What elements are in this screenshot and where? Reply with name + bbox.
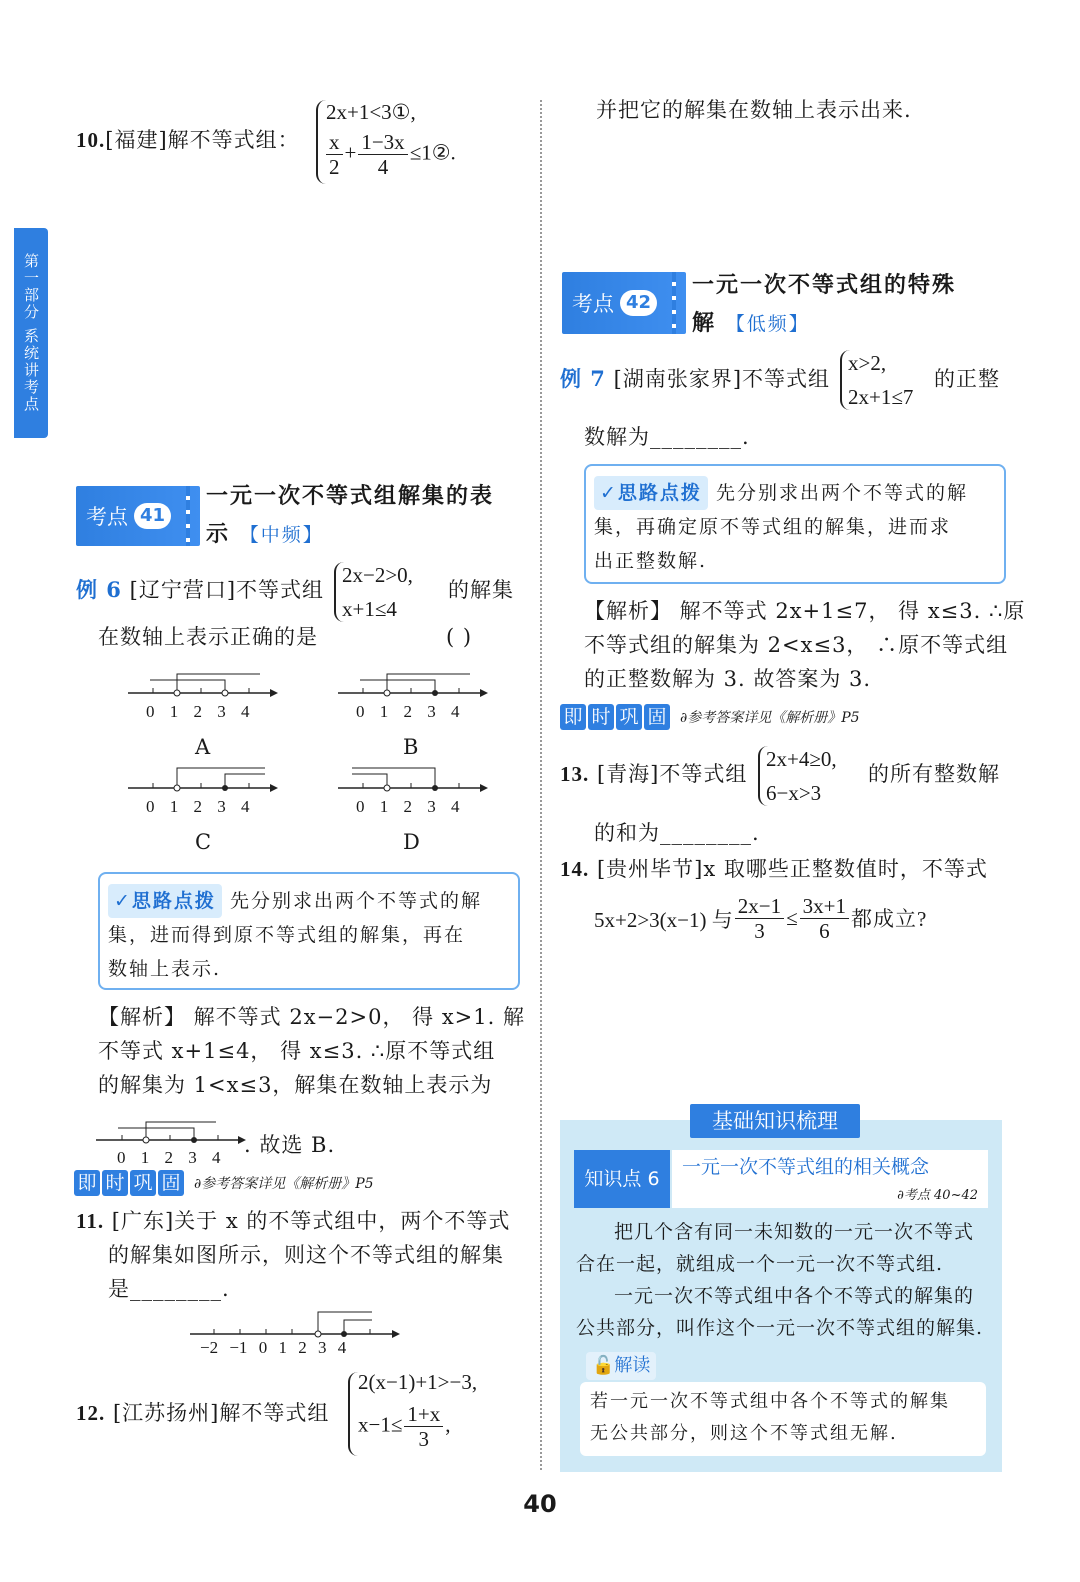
column-divider — [540, 100, 542, 1470]
kaodian-41-badge: 考点 41 — [76, 486, 200, 546]
zhishidian-badge: 知识点 6 — [574, 1150, 670, 1208]
jsg-label-1: 即 时 巩 固 — [74, 1170, 184, 1196]
side-section-tab: 第一部分 系统讲考点 — [14, 228, 48, 438]
tip-box-42: ✓思路点拨 先分别求出两个不等式的解 集，再确定原不等式组的解集，进而求 出正整数解. — [584, 464, 1006, 584]
kaodian-41-title: 一元一次不等式组解集的表 示 【中频】 — [206, 484, 495, 547]
q11-ticks: −2 −1 0 1 2 3 4 — [200, 1338, 347, 1357]
q12-stem: 12. [江苏扬州]解不等式组 — [76, 1401, 330, 1425]
lock-icon: 🔓 — [592, 1355, 615, 1376]
q13-system: 2x+4≥0, 6−x>3 — [766, 747, 837, 805]
ex7-tail: 的正整 — [934, 367, 1000, 391]
zhishidian-ref: ∂考点 40~42 — [897, 1188, 978, 1203]
kaodian-41-bars — [186, 486, 190, 546]
q10-continuation: 并把它的解集在数轴上表示出来. — [596, 98, 912, 122]
q14-line2: 5x+2>3(x−1) 与 $\frac{2x-1}{3}$ ≤ $\frac{3x+1}{6}$ 都成立? — [594, 894, 928, 943]
ex7-system: x>2, 2x+1≤7 — [848, 351, 914, 409]
q13-stem: 13. [青海]不等式组 — [560, 762, 748, 786]
ex6-stem: 例 6 [辽宁营口]不等式组 — [76, 577, 325, 602]
knowledge-body: 把几个含有同一未知数的一元一次不等式 合在一起，就组成一个一元一次不等式组. 一元一次不等式组中各个不等式的解集的 公共部分，叫作这个一元一次不等式组的解集. — [576, 1221, 984, 1339]
sol7-text: 【解析】 解不等式 2x+1≤7， 得 x≤3. ∴原 不等式组的解集为 2<x≤3， ∴原不等式组 的正整数解为 3. 故答案为 3. — [584, 599, 1026, 691]
sol6-text: 【解析】 解不等式 2x−2>0， 得 x>1. 解 不等式 x+1≤4， 得 x≤3. ∴原不等式组 的解集为 1<x≤3，解集在数轴上表示为 — [98, 1005, 525, 1097]
option-b-ticks: 0 1 2 3 4 — [356, 702, 460, 721]
zhishidian-title: 一元一次不等式组的相关概念 — [682, 1156, 930, 1178]
jsg-block-1 — [74, 1170, 374, 1196]
link-icon: ∂ — [897, 1188, 904, 1203]
kaodian-42-title: 一元一次不等式组的特殊 解 【低频】 — [692, 273, 957, 336]
option-d-ticks: 0 1 2 3 4 — [356, 797, 460, 816]
option-b-numberline — [338, 674, 488, 697]
check-circle-icon: ✓ — [600, 482, 618, 504]
link-icon: ∂ — [194, 1176, 202, 1192]
jsg-block-2 — [560, 704, 860, 730]
option-c-ticks: 0 1 2 3 4 — [146, 797, 250, 816]
check-circle-icon: ✓ — [114, 890, 132, 912]
jiedu-label: 🔓解读 — [586, 1352, 656, 1380]
kaodian-42-badge: 考点 42 — [562, 272, 686, 334]
q10-eq1: 2x+1<3①, — [326, 100, 416, 124]
q10-eq2: $\frac{x}{2}$ + $\frac{1-3x}{4}$ ≤1②. — [324, 130, 456, 179]
option-d-label: D — [403, 830, 421, 854]
answer-ref-2: ∂参考答案详见《解析册》P5 — [680, 710, 860, 726]
sol6-numberline — [96, 1118, 256, 1148]
ex6-options-figure — [120, 660, 540, 860]
option-c-numberline — [128, 768, 278, 792]
q13-line2: 的和为________. — [594, 821, 760, 845]
zhishidian-title-box — [672, 1150, 988, 1208]
knowledge-panel-head: 基础知识梳理 — [690, 1104, 860, 1138]
q14-line1: 14. [贵州毕节]x 取哪些正整数值时，不等式 — [560, 857, 988, 881]
sol6-ticks: 0 1 2 3 4 — [117, 1148, 221, 1167]
sol6-tail: . 故选 B. — [244, 1133, 336, 1157]
ex6-system: 2x−2>0, x+1≤4 — [342, 563, 413, 621]
tip-box-41: ✓思路点拨 先分别求出两个不等式的解 集，进而得到原不等式组的解集，再在 数轴上表示. — [98, 872, 520, 990]
q12-brace — [348, 1372, 358, 1456]
page-number: 40 — [523, 1490, 557, 1518]
q10-stem: 10.[福建]解不等式组： — [76, 128, 300, 152]
q12-eq2: x−1≤ $\frac{1+x}{3}$ , — [358, 1402, 451, 1451]
option-a-label: A — [195, 735, 212, 759]
answer-ref-1: ∂参考答案详见《解析册》P5 — [194, 1176, 374, 1192]
tip-label-42: ✓思路点拨 — [594, 476, 708, 510]
q13-tail: 的所有整数解 — [868, 762, 1000, 786]
ex7-line2: 数解为________. — [584, 425, 750, 449]
jiedu-box: 若一元一次不等式组中各个不等式的解集 无公共部分，则这个不等式组无解. — [580, 1382, 986, 1456]
ex6-answer-paren: ( ) — [446, 625, 473, 649]
jsg-label-2: 即 时 巩 固 — [560, 704, 670, 730]
option-d-numberline — [338, 768, 488, 792]
ex7-stem: 例 7 [湖南张家界]不等式组 — [560, 366, 831, 391]
tip-label-41: ✓思路点拨 — [108, 884, 222, 918]
ex6-line2: 在数轴上表示正确的是 — [98, 625, 318, 649]
option-a-ticks: 0 1 2 3 4 — [146, 702, 250, 721]
ex6-tail: 的解集 — [448, 578, 514, 602]
option-a-numberline — [128, 674, 278, 697]
kaodian-42-bars — [672, 272, 676, 334]
option-b-label: B — [403, 735, 420, 759]
q12-eq1: 2(x−1)+1>−3, — [358, 1370, 478, 1394]
q11-numberline — [190, 1308, 410, 1342]
link-icon: ∂ — [680, 710, 688, 726]
option-c-label: C — [195, 830, 213, 854]
q11-text: 11. [广东]关于 x 的不等式组中，两个不等式 的解集如图所示，则这个不等式组的解集 是________. — [76, 1209, 511, 1301]
